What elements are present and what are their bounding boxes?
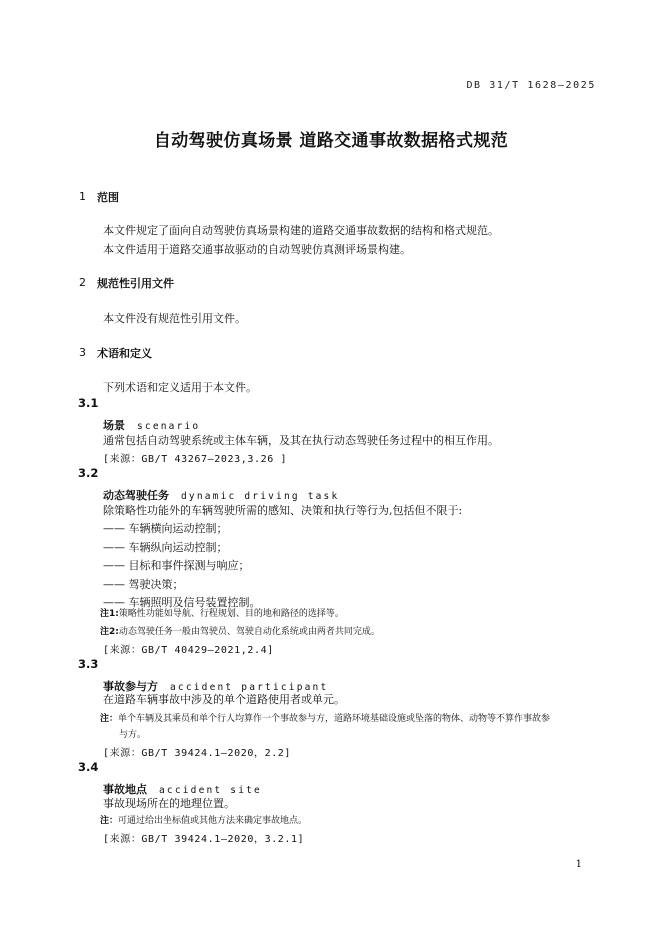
- term-3-4-note: 注：可通过给出坐标值或其他方法来确定事故地点。: [100, 816, 308, 826]
- document-title: 自动驾驶仿真场景 道路交通事故数据格式规范: [153, 131, 509, 151]
- term-3-3-english: accident participant: [170, 682, 329, 693]
- term-3-1-heading: [103, 414, 200, 433]
- section-1-title: 范围: [97, 191, 119, 204]
- term-3-4-number: 3.4: [78, 760, 99, 774]
- term-3-1-source: [来源：GB/T 43267—2023,3.26 ]: [103, 454, 288, 465]
- term-3-2-item-3: —— 目标和事件探测与响应；: [103, 559, 250, 572]
- term-3-2-item-1: —— 车辆横向运动控制；: [103, 522, 228, 535]
- page-number: 1: [575, 859, 582, 870]
- term-3-2-chinese: 动态驾驶任务: [103, 489, 169, 502]
- term-3-3-definition: 在道路车辆事故中涉及的单个道路使用者或单元。: [103, 693, 345, 706]
- term-3-1-chinese: 场景: [103, 419, 125, 432]
- section-1-para-1: 本文件规定了面向自动驾驶仿真场景构建的道路交通事故数据的结构和格式规范。: [103, 224, 499, 237]
- term-3-2-source: [来源：GB/T 40429—2021,2.4]: [103, 645, 274, 656]
- term-3-1-number: 3.1: [78, 396, 99, 410]
- section-1-para-2: 本文件适用于道路交通事故驱动的自动驾驶仿真测评场景构建。: [103, 243, 411, 256]
- term-3-1-english: scenario: [137, 421, 201, 432]
- term-3-4-english: accident site: [159, 785, 262, 796]
- term-3-3-chinese: 事故参与方: [103, 680, 158, 693]
- term-3-2-note-2: 注2:动态驾驶任务一般由驾驶员、驾驶自动化系统或由两者共同完成。: [100, 627, 380, 637]
- term-3-4-definition: 事故现场所在的地理位置。: [103, 797, 235, 810]
- term-3-2-item-4: —— 驾驶决策；: [103, 578, 184, 591]
- term-3-3-note-line-2: 与方。: [119, 730, 147, 740]
- standard-code: DB 31/T 1628—2025: [466, 80, 596, 91]
- term-3-1-definition: 通常包括自动驾驶系统或主体车辆，及其在执行动态驾驶任务过程中的相互作用。: [103, 434, 499, 447]
- term-3-4-chinese: 事故地点: [103, 783, 147, 796]
- section-2-para-1: 本文件没有规范性引用文件。: [103, 312, 246, 325]
- term-3-2-note-1: 注1:策略性功能如导航、行程规划、目的地和路径的选择等。: [100, 609, 344, 619]
- term-3-2-english: dynamic driving task: [181, 491, 340, 502]
- term-3-4-source: [来源：GB/T 39424.1—2020，3.2.1]: [103, 834, 305, 845]
- term-3-3-note-line-1: 注：单个车辆及其乘员和单个行人均算作一个事故参与方，道路环境基础设施或坠落的物体、动物等不算作事故参: [100, 714, 551, 724]
- term-3-2-item-2: —— 车辆纵向运动控制；: [103, 541, 228, 554]
- section-1-number: 1: [79, 190, 86, 203]
- term-3-2-number: 3.2: [78, 466, 99, 480]
- section-2-title: 规范性引用文件: [97, 277, 174, 290]
- section-3-title: 术语和定义: [97, 347, 152, 360]
- term-3-2-item-5: —— 车辆照明及信号装置控制。: [103, 596, 261, 609]
- term-3-3-number: 3.3: [78, 657, 99, 671]
- term-3-2-heading: [103, 484, 339, 503]
- section-3-para-1: 下列术语和定义适用于本文件。: [103, 381, 257, 394]
- section-2-number: 2: [79, 276, 86, 289]
- term-3-3-source: [来源：GB/T 39424.1—2020，2.2]: [103, 748, 292, 759]
- term-3-2-definition: 除策略性功能外的车辆驾驶所需的感知、决策和执行等行为,包括但不限于:: [103, 504, 463, 517]
- section-3-number: 3: [79, 346, 86, 359]
